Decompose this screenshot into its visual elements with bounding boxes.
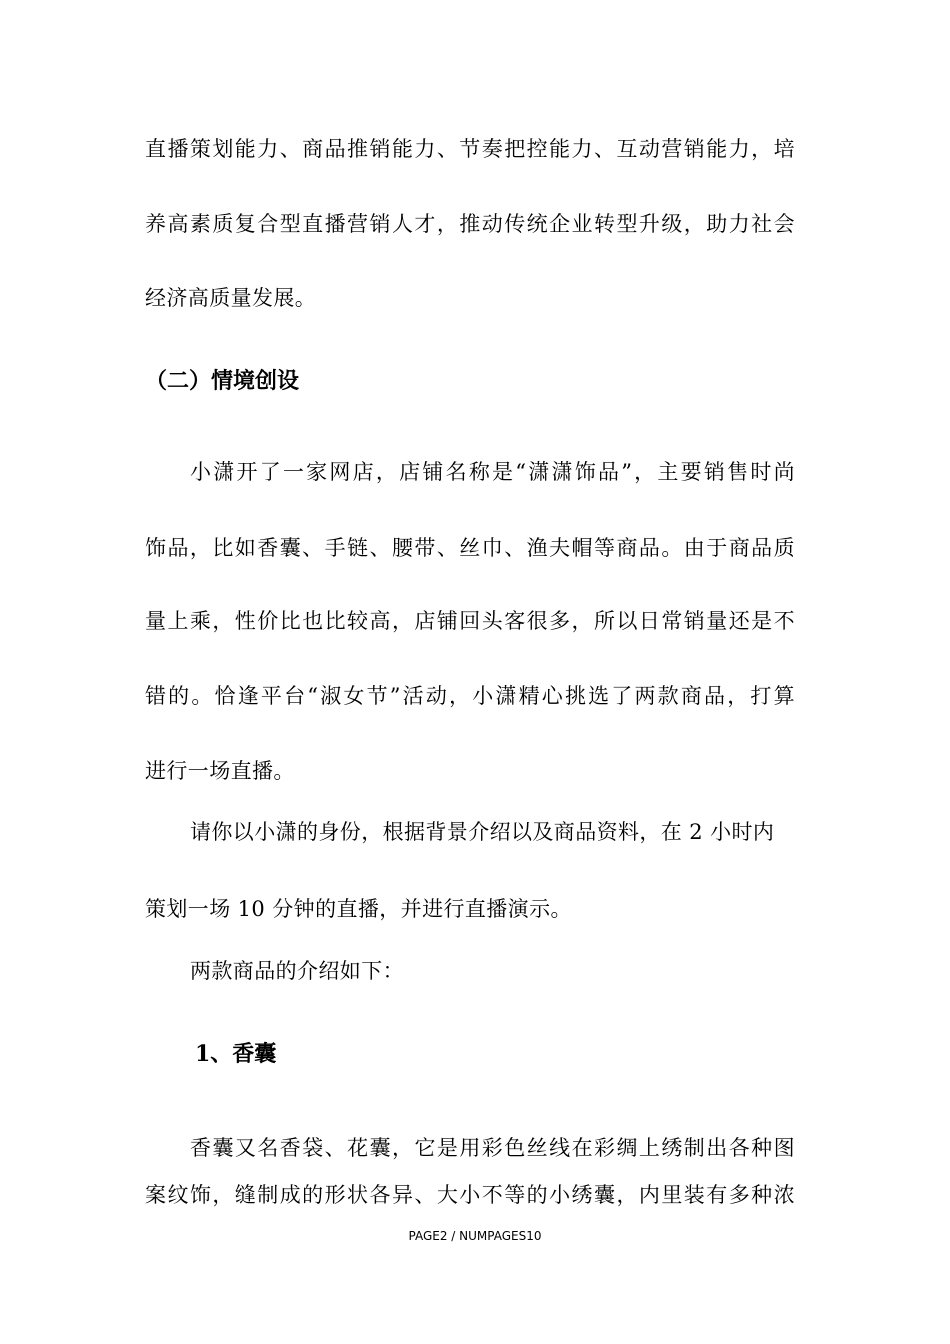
section-heading: （二）情境创设 <box>145 368 300 394</box>
paragraph-line: 请你以小潇的身份，根据背景介绍以及商品资料，在 2 小时内 <box>190 820 775 844</box>
paragraph-line: 案纹饰，缝制成的形状各异、大小不等的小绣囊，内里装有多种浓 <box>145 1183 795 1207</box>
paragraph-line: 策划一场 10 分钟的直播，并进行直播演示。 <box>145 897 572 921</box>
paragraph-line: 两款商品的介绍如下： <box>190 959 404 983</box>
item-heading: 1、香囊 <box>195 1041 277 1067</box>
paragraph-line: 量上乘，性价比也比较高，店铺回头客很多，所以日常销量还是不 <box>145 609 795 633</box>
paragraph-line: 进行一场直播。 <box>145 759 295 783</box>
paragraph-line: 饰品，比如香囊、手链、腰带、丝巾、渔夫帽等商品。由于商品质 <box>145 536 795 560</box>
page-number-footer: PAGE2 / NUMPAGES10 <box>408 1229 542 1243</box>
paragraph-line: 养高素质复合型直播营销人才，推动传统企业转型升级，助力社会 <box>145 212 795 236</box>
paragraph-line: 错的。恰逢平台“淑女节”活动，小潇精心挑选了两款商品，打算 <box>145 684 795 708</box>
paragraph-line: 经济高质量发展。 <box>145 286 317 310</box>
paragraph-line: 小潇开了一家网店，店铺名称是“潇潇饰品”，主要销售时尚 <box>190 460 795 484</box>
paragraph-line: 香囊又名香袋、花囊，它是用彩色丝线在彩绸上绣制出各种图 <box>190 1136 795 1160</box>
paragraph-line: 直播策划能力、商品推销能力、节奏把控能力、互动营销能力，培 <box>145 137 795 161</box>
